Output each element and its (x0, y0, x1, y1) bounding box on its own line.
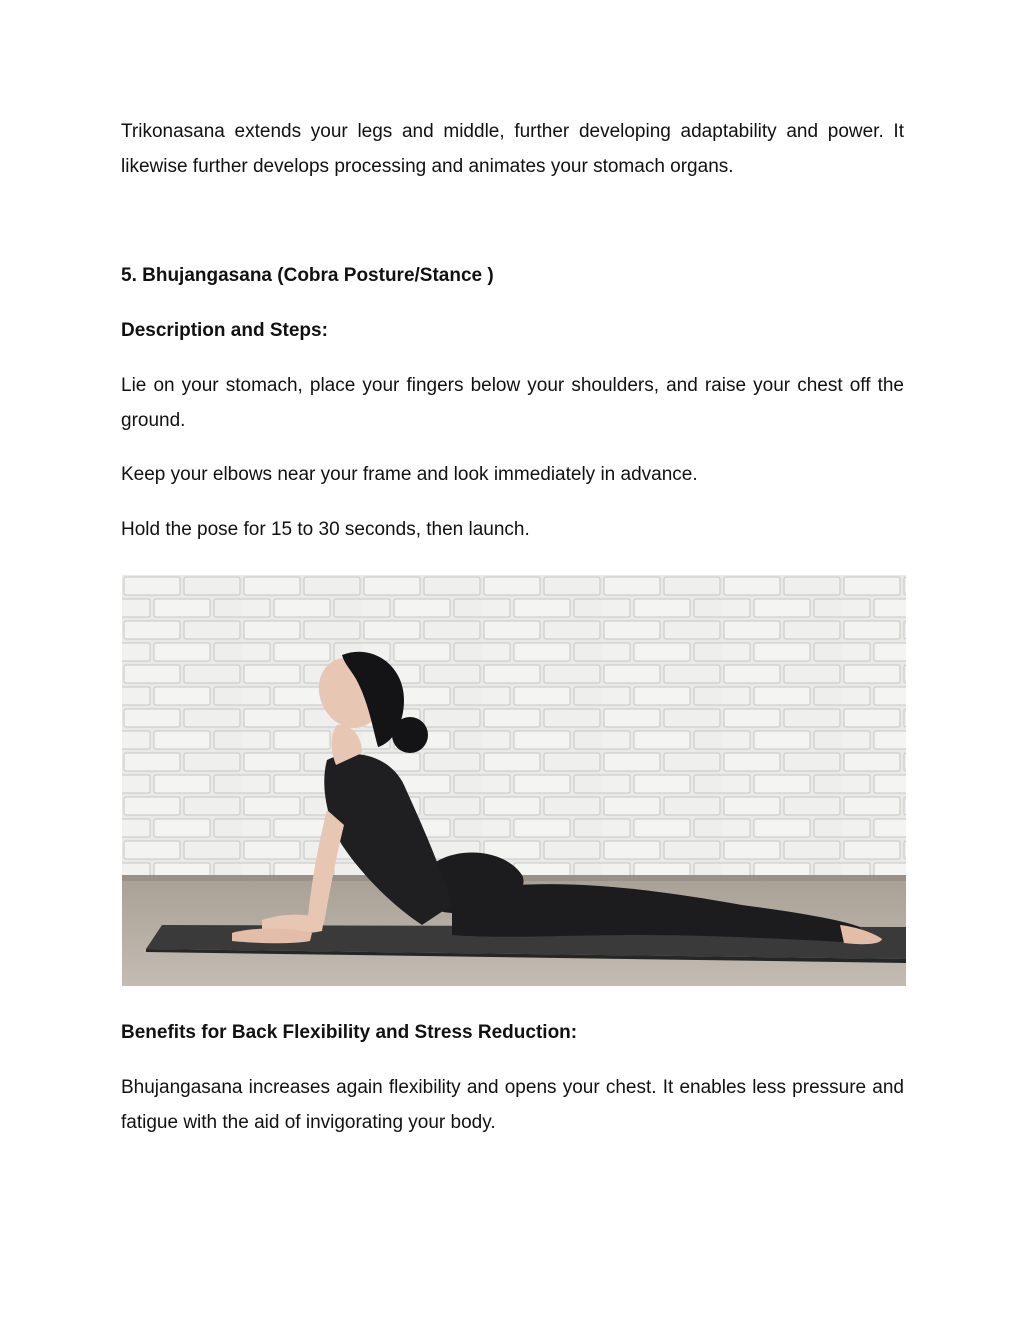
steps-heading: Description and Steps: (121, 320, 328, 341)
benefits-heading: Benefits for Back Flexibility and Stress Reduction: (121, 1022, 578, 1043)
cobra-pose-photo (122, 575, 906, 986)
intro-paragraph: Trikonasana extends your legs and middle, further developing adaptability and power. It likewise further develops processing and animates your stomach organs. (121, 121, 904, 177)
step-paragraph-2: Keep your elbows near your frame and look immediately in advance. (121, 464, 698, 485)
step-paragraph-3: Hold the pose for 15 to 30 seconds, then launch. (121, 519, 530, 540)
step-paragraph-1: Lie on your stomach, place your fingers below your shoulders, and raise your chest off the ground. (121, 375, 904, 431)
section-heading: 5. Bhujangasana (Cobra Posture/Stance ) (121, 265, 494, 286)
benefits-paragraph: Bhujangasana increases again flexibility and opens your chest. It enables less pressure and fatigue with the aid of invigorating your body. (121, 1077, 904, 1133)
